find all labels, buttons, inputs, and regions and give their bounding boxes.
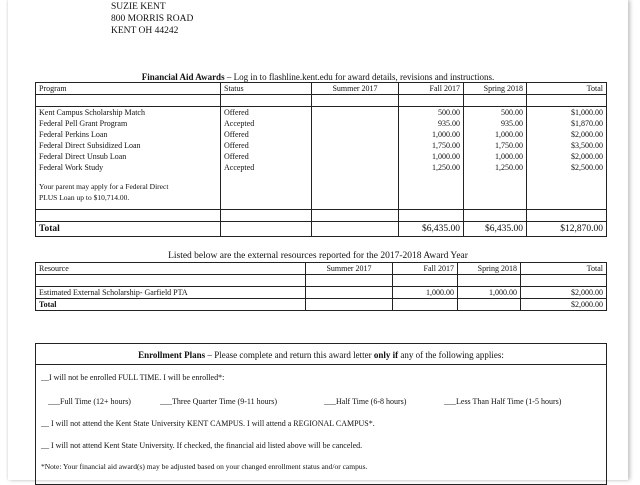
enrollment-level-options <box>48 397 603 406</box>
ext-resource-fall: 1,000.00 <box>393 287 458 299</box>
col-header-program: Program <box>36 83 221 95</box>
program-name: Federal Pell Grant Program <box>39 119 128 128</box>
fall-amount: 935.00 <box>438 119 460 128</box>
spring-amount: 1,250.00 <box>495 163 523 172</box>
spring-amount: 935.00 <box>501 119 523 128</box>
recipient-name: SUZIE KENT <box>111 2 166 12</box>
award-rows <box>36 107 607 210</box>
ext-header-row <box>36 263 607 275</box>
aid-awards-heading-bold: Financial Aid Awards <box>141 72 225 82</box>
spring-amount: 500.00 <box>501 108 523 117</box>
status-value: Accepted <box>224 119 255 128</box>
fall-amount: 1,250.00 <box>432 163 460 172</box>
status-value: Offered <box>224 108 249 117</box>
total-cell <box>527 107 607 210</box>
fall-amount: 1,000.00 <box>432 130 460 139</box>
total-amount: $2,000.00 <box>571 130 603 139</box>
col-header-summer: Summer 2017 <box>312 83 399 95</box>
ext-col-fall: Fall 2017 <box>393 263 458 275</box>
col-header-spring: Spring 2018 <box>464 83 527 95</box>
not-attending-option[interactable]: __ I will not attend Kent State University. If checked, the financial aid listed above will be canceled. <box>41 441 363 450</box>
aid-total-row <box>36 222 607 237</box>
fall-amount: 1,000.00 <box>432 152 460 161</box>
total-amount: $1,000.00 <box>571 108 603 117</box>
total-amount: $1,870.00 <box>571 119 603 128</box>
program-cell <box>36 107 221 210</box>
ext-col-total: Total <box>521 263 607 275</box>
spring-amount: 1,000.00 <box>495 130 523 139</box>
city-state-zip: KENT OH 44242 <box>111 26 179 36</box>
aid-awards-heading <box>8 72 628 82</box>
award-letter-page <box>8 0 628 480</box>
spring-cell <box>464 107 527 210</box>
three-quarter-time-option[interactable]: ___Three Quarter Time (9-11 hours) <box>160 397 278 406</box>
program-name: Federal Work Study <box>39 163 104 172</box>
ext-resource-spring: 1,000.00 <box>458 287 521 299</box>
financial-aid-table <box>35 82 607 237</box>
ext-col-spring: Spring 2018 <box>458 263 521 275</box>
summer-cell <box>312 107 399 210</box>
spring-amount: 1,750.00 <box>495 141 523 150</box>
spacer-row <box>36 95 607 107</box>
aid-total-label: Total <box>36 222 221 237</box>
total-amount: $2,000.00 <box>571 152 603 161</box>
fall-amount: 500.00 <box>438 108 460 117</box>
ext-total-all: $2,000.00 <box>521 299 607 311</box>
status-value: Offered <box>224 152 249 161</box>
total-amount: $2,500.00 <box>571 163 603 172</box>
half-time-option[interactable]: ___Half Time (6-8 hours) <box>324 397 407 406</box>
plus-loan-note-line1: Your parent may apply for a Federal Direct <box>39 182 169 191</box>
ext-resource-row <box>36 287 607 299</box>
table-header-row <box>36 83 607 95</box>
col-header-fall: Fall 2017 <box>399 83 464 95</box>
plus-loan-note-line2: PLUS Loan up to $10,714.00. <box>39 193 130 202</box>
spacer-row <box>36 210 607 222</box>
regional-campus-option[interactable]: __ I will not attend the Kent State University KENT CAMPUS. I will attend a REGIONAL CAMPUS*. <box>41 419 375 428</box>
spring-amount: 1,000.00 <box>495 152 523 161</box>
ext-resource-name: Estimated External Scholarship- Garfield PTA <box>36 287 306 299</box>
street-address: 800 MORRIS ROAD <box>111 14 194 24</box>
external-resources-heading: Listed below are the external resources reported for the 2017-2018 Award Year <box>168 251 468 261</box>
program-name: Kent Campus Scholarship Match <box>39 108 145 117</box>
status-value: Offered <box>224 130 249 139</box>
fall-cell <box>399 107 464 210</box>
plus-loan-note <box>39 181 217 203</box>
status-cell <box>221 107 312 210</box>
fall-amount: 1,750.00 <box>432 141 460 150</box>
less-than-half-time-option[interactable]: ___Less Than Half Time (1-5 hours) <box>444 397 562 406</box>
ext-col-summer: Summer 2017 <box>306 263 393 275</box>
full-time-option[interactable]: ___Full Time (12+ hours) <box>48 397 131 406</box>
not-full-time-option[interactable]: __I will not be enrolled FULL TIME. I will be enrolled*: <box>41 373 225 382</box>
status-value: Accepted <box>224 163 255 172</box>
ext-total-row <box>36 299 607 311</box>
divider <box>36 364 606 365</box>
program-name: Federal Perkins Loan <box>39 130 108 139</box>
external-resources-table <box>35 262 607 311</box>
ext-resource-total: $2,000.00 <box>521 287 607 299</box>
program-name: Federal Direct Subsidized Loan <box>39 141 141 150</box>
aid-total-spring: $6,435.00 <box>464 222 527 237</box>
aid-awards-heading-rest: – Log in to flashline.kent.edu for award details, revisions and instructions. <box>224 72 495 82</box>
enrollment-plans-heading: Enrollment Plans – Please complete and return this award letter only if any of the following applies: <box>138 350 504 360</box>
col-header-total: Total <box>527 83 607 95</box>
ext-col-resource: Resource <box>36 263 306 275</box>
aid-total-all: $12,870.00 <box>527 222 607 237</box>
col-header-status: Status <box>221 83 312 95</box>
total-amount: $3,500.00 <box>571 141 603 150</box>
spacer-row <box>36 275 607 287</box>
ext-total-label: Total <box>36 299 306 311</box>
mailing-address <box>111 1 193 37</box>
program-name: Federal Direct Unsub Loan <box>39 152 127 161</box>
aid-total-fall: $6,435.00 <box>399 222 464 237</box>
enrollment-plans-box <box>35 343 607 485</box>
status-value: Offered <box>224 141 249 150</box>
enrollment-footnote: *Note: Your financial aid award(s) may be adjusted based on your changed enrollment status and/or campus. <box>41 462 368 471</box>
